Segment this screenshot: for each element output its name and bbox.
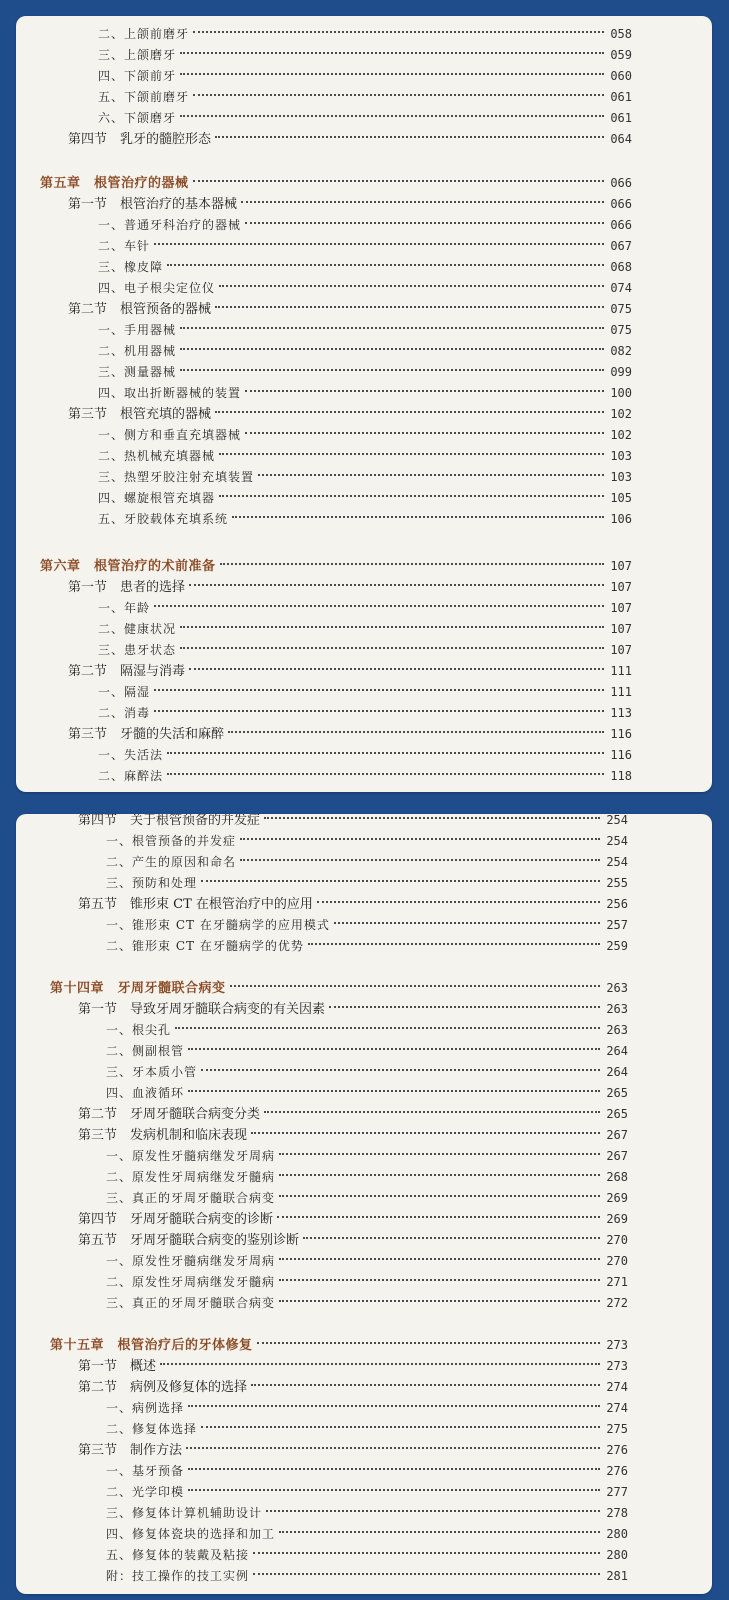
toc-entry-title: 四、下颌前牙 <box>98 69 177 83</box>
toc-entry-item <box>98 745 632 765</box>
toc-page-number: 113 <box>610 706 632 720</box>
toc-entry-item <box>98 425 632 445</box>
toc-entry-item <box>106 1167 628 1187</box>
toc-entry-title: 二、热机械充填器械 <box>98 449 216 463</box>
toc-entry-item <box>106 852 628 872</box>
toc-entry-item <box>98 87 632 107</box>
toc-entry-title: 第一节 导致牙周牙髓联合病变的有关因素 <box>78 1002 326 1017</box>
toc-page-number: 067 <box>610 239 632 253</box>
dot-leader <box>180 52 604 54</box>
toc-entry-title: 二、车针 <box>98 239 151 253</box>
dot-leader <box>188 1468 600 1470</box>
toc-page-number: 265 <box>606 1086 628 1100</box>
toc-entry-section <box>78 1377 628 1397</box>
toc-entry-item <box>106 1020 628 1040</box>
toc-entry-title: 第二节 牙周牙髓联合病变分类 <box>78 1107 261 1122</box>
toc-entry-title: 一、锥形束 CT 在牙髓病学的应用模式 <box>106 918 330 932</box>
toc-entry-title: 第五节 锥形束 CT 在根管治疗中的应用 <box>78 897 313 912</box>
toc-entry-section <box>78 814 628 830</box>
toc-entry-item <box>106 1482 628 1502</box>
dot-leader <box>251 1384 600 1386</box>
toc-entry-item <box>98 467 632 487</box>
dot-leader <box>189 668 604 670</box>
toc-entry-item <box>106 873 628 893</box>
toc-page-number: 274 <box>606 1380 628 1394</box>
dot-leader <box>188 1405 600 1407</box>
toc-page-number: 281 <box>606 1569 628 1583</box>
dot-leader <box>219 285 604 287</box>
toc-entry-item <box>98 45 632 65</box>
toc-entry-item <box>98 215 632 235</box>
toc-entry-section <box>68 404 632 424</box>
toc-entry-title: 附：技工操作的技工实例 <box>106 1569 250 1583</box>
dot-leader <box>215 411 604 413</box>
toc-page-number: 100 <box>610 386 632 400</box>
toc-entry-title: 一、失活法 <box>98 748 164 762</box>
dot-leader <box>180 348 604 350</box>
toc-page-number: 111 <box>610 664 632 678</box>
toc-entry-item <box>98 24 632 44</box>
dot-leader <box>167 264 604 266</box>
toc-entry-title: 四、螺旋根管充填器 <box>98 491 216 505</box>
toc-entry-item <box>98 320 632 340</box>
toc-page-number: 107 <box>610 622 632 636</box>
dot-leader <box>253 1573 600 1575</box>
toc-page-number: 254 <box>606 855 628 869</box>
dot-leader <box>253 1552 600 1554</box>
dot-leader <box>180 369 604 371</box>
toc-entry-title: 二、修复体选择 <box>106 1422 198 1436</box>
toc-entry-item <box>98 488 632 508</box>
toc-entry-item <box>106 1251 628 1271</box>
dot-leader <box>154 710 604 712</box>
toc-page-2 <box>16 814 712 1594</box>
toc-entry-title: 一、基牙预备 <box>106 1464 185 1478</box>
toc-entry-section <box>78 1209 628 1229</box>
toc-entry-item <box>98 362 632 382</box>
toc-entry-item <box>98 383 632 403</box>
toc-page-number: 102 <box>610 428 632 442</box>
dot-leader <box>228 731 604 733</box>
toc-page-number: 061 <box>610 111 632 125</box>
dot-leader <box>160 1363 600 1365</box>
toc-page-number: 105 <box>610 491 632 505</box>
toc-page-number: 068 <box>610 260 632 274</box>
dot-leader <box>180 647 604 649</box>
dot-leader <box>251 1132 600 1134</box>
toc-entry-item <box>98 66 632 86</box>
toc-entry-item <box>98 236 632 256</box>
toc-entry-title: 第一节 患者的选择 <box>68 580 186 595</box>
toc-entry-title: 一、根管预备的并发症 <box>106 834 237 848</box>
toc-entry-item <box>98 682 632 702</box>
toc-entry-item <box>106 1188 628 1208</box>
toc-entry-title: 三、真正的牙周牙髓联合病变 <box>106 1191 276 1205</box>
toc-page-number: 082 <box>610 344 632 358</box>
toc-page-number: 099 <box>610 365 632 379</box>
toc-entry-item <box>106 1041 628 1061</box>
dot-leader <box>308 943 600 945</box>
toc-entry-section <box>78 1125 628 1145</box>
toc-entry-section <box>78 894 628 914</box>
toc-page-number: 075 <box>610 323 632 337</box>
toc-entry-section <box>68 577 632 597</box>
toc-page-number: 275 <box>606 1422 628 1436</box>
toc-entry-item <box>98 766 632 786</box>
dot-leader <box>180 626 604 628</box>
toc-entry-title: 三、橡皮障 <box>98 260 164 274</box>
toc-entry-item <box>106 1524 628 1544</box>
toc-entry-item <box>106 1503 628 1523</box>
toc-page-number: 280 <box>606 1527 628 1541</box>
toc-entry-chapter <box>50 1335 628 1355</box>
toc-entry-title: 第十五章 根管治疗后的牙体修复 <box>50 1338 253 1353</box>
toc-page-number: 259 <box>606 939 628 953</box>
toc-entry-section <box>78 1356 628 1376</box>
toc-entry-title: 三、预防和处理 <box>106 876 198 890</box>
toc-page-number: 276 <box>606 1443 628 1457</box>
toc-page-number: 263 <box>606 1002 628 1016</box>
toc-entry-item <box>106 915 628 935</box>
toc-entry-title: 第四节 牙周牙髓联合病变的诊断 <box>78 1212 274 1227</box>
toc-page-number: 111 <box>610 685 632 699</box>
dot-leader <box>201 880 600 882</box>
dot-leader <box>154 605 604 607</box>
toc-entry-item <box>98 509 632 529</box>
toc-entry-item <box>98 446 632 466</box>
toc-page-number: 059 <box>610 48 632 62</box>
dot-leader <box>180 115 604 117</box>
toc-page-number: 066 <box>610 197 632 211</box>
dot-leader <box>264 817 600 819</box>
toc-page-number: 268 <box>606 1170 628 1184</box>
toc-entry-title: 三、热塑牙胶注射充填装置 <box>98 470 255 484</box>
toc-entry-title: 第四节 乳牙的髓腔形态 <box>68 132 212 147</box>
toc-entry-section <box>68 724 632 744</box>
toc-entry-title: 第四节 关于根管预备的并发症 <box>78 814 261 828</box>
dot-leader <box>279 1195 600 1197</box>
dot-leader <box>219 495 604 497</box>
toc-entry-title: 二、原发性牙周病继发牙髓病 <box>106 1275 276 1289</box>
toc-page-number: 272 <box>606 1296 628 1310</box>
toc-entry-title: 五、修复体的装戴及粘接 <box>106 1548 250 1562</box>
toc-entry-title: 六、下颌磨牙 <box>98 111 177 125</box>
dot-leader <box>201 1069 600 1071</box>
toc-entry-section <box>68 299 632 319</box>
toc-page-number: 264 <box>606 1065 628 1079</box>
dot-leader <box>279 1258 600 1260</box>
toc-page-number: 267 <box>606 1149 628 1163</box>
toc-entry-title: 三、牙本质小管 <box>106 1065 198 1079</box>
toc-page-number: 074 <box>610 281 632 295</box>
toc-entry-title: 四、修复体瓷块的选择和加工 <box>106 1527 276 1541</box>
dot-leader <box>329 1006 600 1008</box>
toc-entry-title: 第一节 概述 <box>78 1359 157 1374</box>
toc-entry-item <box>98 257 632 277</box>
toc-entry-item <box>106 1398 628 1418</box>
toc-entry-item <box>98 598 632 618</box>
toc-page-number: 118 <box>610 769 632 783</box>
toc-entry-item <box>106 1419 628 1439</box>
toc-entry-item <box>106 1083 628 1103</box>
toc-page-number: 277 <box>606 1485 628 1499</box>
toc-page-number: 263 <box>606 981 628 995</box>
toc-entry-item <box>98 703 632 723</box>
toc-page-number: 278 <box>606 1506 628 1520</box>
toc-entry-item <box>98 108 632 128</box>
toc-entry-title: 一、年龄 <box>98 601 151 615</box>
toc-page-number: 265 <box>606 1107 628 1121</box>
toc-list-2 <box>16 814 712 1594</box>
dot-leader <box>232 516 604 518</box>
toc-page-number: 064 <box>610 132 632 146</box>
toc-entry-item <box>106 1566 628 1586</box>
toc-page-number: 269 <box>606 1212 628 1226</box>
toc-entry-title: 一、隔湿 <box>98 685 151 699</box>
dot-leader <box>188 1489 600 1491</box>
toc-entry-title: 四、取出折断器械的装置 <box>98 386 242 400</box>
toc-entry-section <box>78 999 628 1019</box>
toc-entry-title: 三、患牙状态 <box>98 643 177 657</box>
toc-entry-item <box>98 619 632 639</box>
toc-entry-item <box>106 1461 628 1481</box>
toc-entry-title: 第三节 发病机制和临床表现 <box>78 1128 248 1143</box>
dot-leader <box>240 838 600 840</box>
toc-page-number: 107 <box>610 601 632 615</box>
toc-entry-title: 第三节 制作方法 <box>78 1443 183 1458</box>
toc-entry-chapter <box>50 978 628 998</box>
toc-page-number: 276 <box>606 1464 628 1478</box>
dot-leader <box>317 901 600 903</box>
toc-entry-section <box>78 1230 628 1250</box>
toc-entry-title: 第一节 根管治疗的基本器械 <box>68 197 238 212</box>
toc-page-number: 075 <box>610 302 632 316</box>
dot-leader <box>189 584 604 586</box>
toc-entry-section <box>78 1104 628 1124</box>
toc-entry-title: 四、电子根尖定位仪 <box>98 281 216 295</box>
toc-page-number: 256 <box>606 897 628 911</box>
dot-leader <box>258 474 604 476</box>
dot-leader <box>180 73 604 75</box>
dot-leader <box>220 563 605 565</box>
toc-entry-item <box>106 1062 628 1082</box>
toc-page-number: 273 <box>606 1338 628 1352</box>
toc-entry-item <box>98 341 632 361</box>
toc-entry-title: 三、上颌磨牙 <box>98 48 177 62</box>
toc-entry-title: 二、机用器械 <box>98 344 177 358</box>
toc-page-number: 270 <box>606 1233 628 1247</box>
toc-entry-title: 第二节 根管预备的器械 <box>68 302 212 317</box>
dot-leader <box>240 859 600 861</box>
dot-leader <box>241 201 604 203</box>
toc-page-number: 263 <box>606 1023 628 1037</box>
toc-entry-item <box>98 640 632 660</box>
toc-entry-item <box>106 1146 628 1166</box>
toc-entry-title: 五、牙胶载体充填系统 <box>98 512 229 526</box>
dot-leader <box>201 1426 600 1428</box>
toc-entry-item <box>106 1293 628 1313</box>
toc-page-number: 270 <box>606 1254 628 1268</box>
toc-entry-title: 第二节 病例及修复体的选择 <box>78 1380 248 1395</box>
toc-entry-item <box>106 831 628 851</box>
toc-page-number: 257 <box>606 918 628 932</box>
toc-entry-title: 二、锥形束 CT 在牙髓病学的优势 <box>106 939 304 953</box>
dot-leader <box>245 432 604 434</box>
dot-leader <box>215 136 604 138</box>
toc-entry-chapter <box>40 173 632 193</box>
toc-page-number: 271 <box>606 1275 628 1289</box>
dot-leader <box>230 985 601 987</box>
toc-entry-item <box>106 1272 628 1292</box>
toc-entry-title: 一、原发性牙髓病继发牙周病 <box>106 1254 276 1268</box>
dot-leader <box>193 180 605 182</box>
dot-leader <box>279 1153 600 1155</box>
toc-entry-title: 一、病例选择 <box>106 1401 185 1415</box>
toc-entry-title: 二、光学印模 <box>106 1485 185 1499</box>
toc-page-number: 103 <box>610 449 632 463</box>
toc-entry-title: 二、上颌前磨牙 <box>98 27 190 41</box>
dot-leader <box>245 390 604 392</box>
toc-entry-title: 第三节 根管充填的器械 <box>68 407 212 422</box>
toc-entry-title: 五、下颌前磨牙 <box>98 90 190 104</box>
toc-entry-title: 三、测量器械 <box>98 365 177 379</box>
dot-leader <box>257 1342 601 1344</box>
toc-entry-title: 一、侧方和垂直充填器械 <box>98 428 242 442</box>
toc-entry-section <box>68 129 632 149</box>
toc-page-number: 103 <box>610 470 632 484</box>
dot-leader <box>188 1048 600 1050</box>
toc-page-number: 106 <box>610 512 632 526</box>
toc-page-number: 280 <box>606 1548 628 1562</box>
toc-page-number: 107 <box>610 559 632 573</box>
dot-leader <box>266 1510 600 1512</box>
toc-entry-title: 二、原发性牙周病继发牙髓病 <box>106 1170 276 1184</box>
toc-entry-title: 第五章 根管治疗的器械 <box>40 176 189 191</box>
dot-leader <box>277 1216 600 1218</box>
dot-leader <box>279 1531 600 1533</box>
dot-leader <box>264 1111 600 1113</box>
toc-entry-title: 二、侧副根管 <box>106 1044 185 1058</box>
toc-page-number: 267 <box>606 1128 628 1142</box>
toc-page-number: 107 <box>610 580 632 594</box>
toc-page-1 <box>16 16 712 792</box>
toc-entry-title: 一、根尖孔 <box>106 1023 172 1037</box>
toc-entry-title: 四、血液循环 <box>106 1086 185 1100</box>
toc-entry-title: 第五节 牙周牙髓联合病变的鉴别诊断 <box>78 1233 300 1248</box>
toc-entry-title: 二、健康状况 <box>98 622 177 636</box>
toc-entry-title: 第六章 根管治疗的术前准备 <box>40 559 216 574</box>
dot-leader <box>279 1300 600 1302</box>
toc-page-number: 058 <box>610 27 632 41</box>
toc-page-number: 066 <box>610 218 632 232</box>
dot-leader <box>154 243 604 245</box>
dot-leader <box>175 1027 600 1029</box>
dot-leader <box>279 1279 600 1281</box>
page-top-fade <box>16 16 712 26</box>
toc-page-number: 254 <box>606 814 628 827</box>
toc-page-number: 060 <box>610 69 632 83</box>
toc-page-number: 116 <box>610 748 632 762</box>
toc-page-number: 269 <box>606 1191 628 1205</box>
dot-leader <box>193 94 604 96</box>
toc-entry-title: 二、麻醉法 <box>98 769 164 783</box>
toc-entry-chapter <box>40 556 632 576</box>
toc-entry-title: 一、普通牙科治疗的器械 <box>98 218 242 232</box>
toc-page-number: 061 <box>610 90 632 104</box>
toc-entry-title: 二、产生的原因和命名 <box>106 855 237 869</box>
toc-page-number: 255 <box>606 876 628 890</box>
toc-page-number: 254 <box>606 834 628 848</box>
toc-page-number: 107 <box>610 643 632 657</box>
toc-entry-title: 三、真正的牙周牙髓联合病变 <box>106 1296 276 1310</box>
toc-entry-item <box>106 936 628 956</box>
toc-entry-section <box>78 1440 628 1460</box>
toc-page-number: 066 <box>610 176 632 190</box>
toc-entry-item <box>98 278 632 298</box>
dot-leader <box>279 1174 600 1176</box>
dot-leader <box>193 31 604 33</box>
toc-entry-section <box>68 661 632 681</box>
dot-leader <box>215 306 604 308</box>
dot-leader <box>154 689 604 691</box>
toc-entry-title: 三、修复体计算机辅助设计 <box>106 1506 263 1520</box>
toc-entry-title: 二、消毒 <box>98 706 151 720</box>
toc-page-number: 264 <box>606 1044 628 1058</box>
toc-entry-title: 第二节 隔湿与消毒 <box>68 664 186 679</box>
dot-leader <box>167 773 604 775</box>
toc-entry-section <box>68 194 632 214</box>
dot-leader <box>219 453 604 455</box>
toc-entry-title: 第十四章 牙周牙髓联合病变 <box>50 981 226 996</box>
dot-leader <box>245 222 604 224</box>
dot-leader <box>180 327 604 329</box>
toc-entry-title: 一、手用器械 <box>98 323 177 337</box>
dot-leader <box>334 922 600 924</box>
toc-entry-title: 一、原发性牙髓病继发牙周病 <box>106 1149 276 1163</box>
dot-leader <box>188 1090 600 1092</box>
toc-page-number: 273 <box>606 1359 628 1373</box>
dot-leader <box>303 1237 600 1239</box>
toc-list-1 <box>16 16 712 792</box>
toc-page-number: 116 <box>610 727 632 741</box>
toc-page-number: 274 <box>606 1401 628 1415</box>
toc-entry-title: 第三节 牙髓的失活和麻醉 <box>68 727 225 742</box>
dot-leader <box>167 752 604 754</box>
dot-leader <box>186 1447 600 1449</box>
toc-entry-item <box>106 1545 628 1565</box>
toc-page-number: 102 <box>610 407 632 421</box>
